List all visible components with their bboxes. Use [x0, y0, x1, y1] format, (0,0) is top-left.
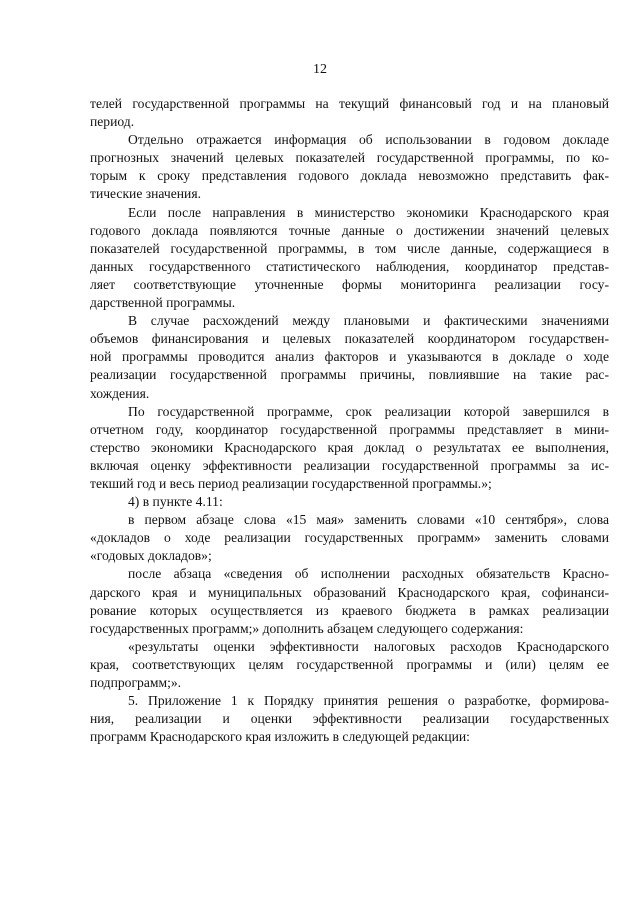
- text-line: ния, реализации и оценки эффективности реализации государственных: [90, 711, 609, 727]
- text-line: телей государственной программы на текущий финансовый год и на плановый: [90, 96, 609, 111]
- text-line: В случае расхождений между плановыми и фактическими значениями: [128, 313, 609, 329]
- text-line: края, соответствующих целям государственной программы и (или) целям ее: [90, 656, 609, 672]
- text-line: данных государственного статистического наблюдения, координатор представ-: [90, 258, 609, 274]
- text-line: подпрограмм;».: [90, 675, 182, 690]
- text-line: годового доклада появляются точные данные о достижении значений целевых: [90, 222, 609, 238]
- text-line: Отдельно отражается информация об использовании в годовом докладе: [128, 132, 609, 148]
- text-line: объемов финансирования и целевых показателей координатором государствен-: [90, 331, 609, 347]
- text-line: дарственной программы.: [90, 295, 236, 311]
- text-line: отчетном году, координатор государственной программы представляет в мини-: [90, 421, 609, 437]
- text-line: «годовых докладов»;: [90, 548, 212, 564]
- text-line: рование которых осуществляется из краевого бюджета в рамках реализации: [90, 602, 609, 618]
- text-line: «результаты оценки эффективности налоговых расходов Краснодарского: [128, 638, 609, 654]
- text-line: торым к сроку представления годового доклада невозможно представить фак-: [90, 168, 609, 184]
- text-line: дарского края и муниципальных образований Краснодарского края, софинанси-: [90, 584, 609, 600]
- text-line: Если после направления в министерство экономики Краснодарского края: [128, 204, 609, 220]
- text-line: период.: [90, 114, 135, 130]
- text-line: в первом абзаце слова «15 мая» заменить словами «10 сентября», слова: [128, 512, 609, 528]
- document-body: [90, 95, 609, 746]
- text-line: включая оценку эффективности реализации государственной программы за ис-: [90, 457, 609, 473]
- text-line: По государственной программе, срок реализации которой завершился в: [128, 403, 609, 419]
- text-line: программ Краснодарского края изложить в следующей редакции:: [90, 729, 470, 745]
- text-line: ной программы проводится анализ факторов и указываются в докладе о ходе: [90, 349, 609, 365]
- text-line: 5. Приложение 1 к Порядку принятия решения о разработке, формирова-: [128, 693, 609, 709]
- text-line: текший год и весь период реализации государственной программы.»;: [90, 475, 492, 491]
- text-line: после абзаца «сведения об исполнении расходных обязательств Красно-: [128, 566, 609, 582]
- text-line: тические значения.: [90, 186, 201, 202]
- text-line: хождения.: [90, 385, 150, 401]
- text-line: реализации государственной программы причины, повлиявшие на такие рас-: [90, 367, 609, 383]
- page-number: 12: [313, 62, 327, 77]
- text-line: государственных программ;» дополнить абзацем следующего содержания:: [90, 620, 524, 636]
- text-line: ляет соответствующие уточненные формы мониторинга реализации госу-: [90, 276, 609, 292]
- text-line: стерство экономики Краснодарского края доклад о результатах ее выполнения,: [90, 439, 609, 455]
- text-line: прогнозных значений целевых показателей государственной программы, по ко-: [90, 150, 609, 166]
- text-line: показателей государственной программы, в том числе данные, содержащиеся в: [90, 240, 609, 256]
- text-line: «докладов о ходе реализации государственных программ» заменить словами: [90, 530, 609, 546]
- text-line: 4) в пункте 4.11:: [128, 494, 223, 510]
